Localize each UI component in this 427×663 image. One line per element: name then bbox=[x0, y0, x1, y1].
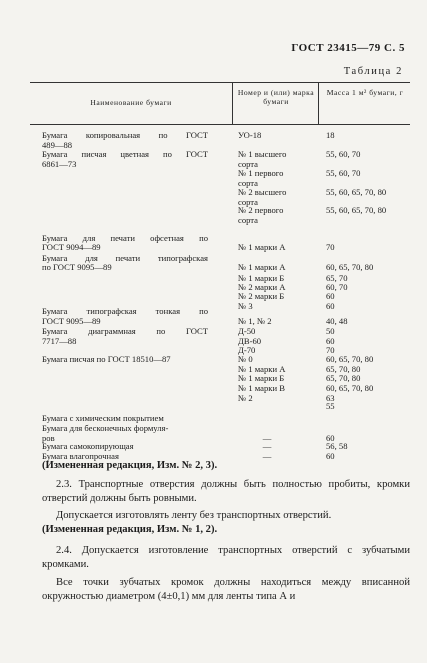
paper-grade-cell: ДВ-60 bbox=[238, 336, 262, 346]
paper-grade-cell: № 1, № 2 bbox=[238, 316, 272, 326]
paper-grade-cell: № 3 bbox=[238, 301, 253, 311]
paper-mass-cell: 56, 58 bbox=[326, 441, 348, 451]
paper-mass-cell: 40, 48 bbox=[326, 316, 348, 326]
paper-grade-cell: УО-18 bbox=[238, 130, 262, 140]
paper-grade-cell: Д-50 bbox=[238, 326, 256, 336]
paper-grade-cell: № 2 первого bbox=[238, 205, 284, 215]
paragraph-tape-option: Допускается изготовлять ленту без транспортных отверстий. bbox=[56, 510, 332, 521]
amendment-note: (Измененная редакция, Изм. № 2, 3). bbox=[42, 460, 218, 471]
paper-mass-cell: 55, 60, 70 bbox=[326, 168, 361, 178]
paper-grade-cell: № 2 высшего bbox=[238, 187, 287, 197]
paper-name-cell: Бумага диаграммная по ГОСТ bbox=[42, 326, 208, 336]
paper-name-cell: Бумага копировальная по ГОСТ bbox=[42, 130, 208, 140]
paragraph-2-4: 2.4. Допускается изготовление транспортных отверстий с зубчатыми кромками. bbox=[42, 545, 410, 571]
paper-grade-cell: № 1 высшего bbox=[238, 149, 287, 159]
paper-grade-cell: сорта bbox=[238, 159, 258, 169]
paper-grade-cell: — bbox=[262, 441, 272, 451]
paragraph-2-3: 2.3. Транспортные отверстия должны быть полностью пробиты, кромки отверстий должны быть ровными. bbox=[42, 479, 410, 505]
paper-grade-cell: Д-70 bbox=[238, 345, 256, 355]
paper-grade-cell: сорта bbox=[238, 215, 258, 225]
paper-mass-cell: 60, 65, 70, 80 bbox=[326, 354, 374, 364]
paper-mass-cell: 60 bbox=[326, 433, 335, 443]
paper-mass-cell: 60, 70 bbox=[326, 282, 348, 292]
paper-mass-cell: 60 bbox=[326, 301, 335, 311]
paper-name-cell: Бумага влагопрочная bbox=[42, 451, 119, 461]
paper-grade-cell: № 1 марки А bbox=[238, 364, 286, 374]
column-divider bbox=[318, 82, 319, 124]
column-divider bbox=[232, 82, 233, 124]
paper-grade-cell: № 1 марки Б bbox=[238, 273, 285, 283]
paper-grade-cell: № 0 bbox=[238, 354, 253, 364]
paper-name-cell: Бумага для печати офсетная по bbox=[42, 233, 208, 243]
column-header-name: Наименование бумаги bbox=[90, 98, 172, 107]
paper-name-cell: Бумага для печати типографская bbox=[42, 253, 208, 263]
paper-mass-cell: 60 bbox=[326, 336, 335, 346]
table-header-rule bbox=[30, 124, 410, 125]
paper-grade-cell: № 1 первого bbox=[238, 168, 284, 178]
paper-mass-cell: 55, 60, 65, 70, 80 bbox=[326, 205, 387, 215]
paper-name-cell: 7717—88 bbox=[42, 336, 77, 346]
paper-grade-cell: сорта bbox=[238, 178, 258, 188]
paper-grade-cell: № 1 марки Б bbox=[238, 373, 285, 383]
paper-name-cell: Бумага типографская тонкая по bbox=[42, 306, 208, 316]
paper-grade-cell: сорта bbox=[238, 197, 258, 207]
paper-grade-cell: — bbox=[262, 433, 272, 443]
page-header: ГОСТ 23415—79 С. 5 bbox=[291, 42, 405, 54]
paper-name-cell: 489—88 bbox=[42, 140, 73, 150]
paper-name-cell: ров bbox=[42, 433, 55, 443]
table-caption: Таблица 2 bbox=[343, 66, 403, 77]
paper-grade-cell: — bbox=[262, 451, 272, 461]
paper-mass-cell: 65, 70 bbox=[326, 273, 348, 283]
paper-grade-cell: № 2 марки Б bbox=[238, 291, 285, 301]
paper-mass-cell: 60 bbox=[326, 291, 335, 301]
paper-mass-cell: 55, 60, 65, 70, 80 bbox=[326, 187, 387, 197]
paper-name-cell: Бумага с химическим покрытием bbox=[42, 413, 164, 423]
paper-grade-cell: № 2 bbox=[238, 393, 253, 403]
paper-mass-cell: 60 bbox=[326, 451, 335, 461]
column-header-mass: Масса 1 м² бумаги, г bbox=[326, 88, 404, 97]
paper-mass-cell: 55, 60, 70 bbox=[326, 149, 361, 159]
table-top-rule bbox=[30, 82, 410, 83]
paper-mass-cell: 50 bbox=[326, 326, 335, 336]
paper-mass-cell: 63 bbox=[326, 393, 335, 403]
column-header-grade: Номер и (или) марка бумаги bbox=[237, 88, 315, 106]
paper-grade-cell: № 2 марки А bbox=[238, 282, 286, 292]
paper-mass-cell: 70 bbox=[326, 242, 335, 252]
paper-name-cell: Бумага писчая цветная по ГОСТ bbox=[42, 149, 208, 159]
paragraph-tooth-edges: Все точки зубчатых кромок должны находиться между вписанной окружностью диаметром (4±0,1) мм для ленты типа А и bbox=[42, 577, 410, 603]
paper-mass-cell: 65, 70, 80 bbox=[326, 364, 361, 374]
paper-mass-cell: 18 bbox=[326, 130, 335, 140]
paper-name-cell: Бумага самокопирующая bbox=[42, 441, 134, 451]
paper-name-cell: 6861—73 bbox=[42, 159, 77, 169]
paper-name-cell: Бумага писчая по ГОСТ 18510—87 bbox=[42, 354, 171, 364]
paper-mass-cell: 60, 65, 70, 80 bbox=[326, 383, 374, 393]
amendment-note: (Измененная редакция, Изм. № 1, 2). bbox=[42, 524, 218, 535]
paper-name-cell: Бумага для бесконечных формуля- bbox=[42, 423, 169, 433]
paper-mass-cell: 60, 65, 70, 80 bbox=[326, 262, 374, 272]
paper-mass-cell: 55 bbox=[326, 401, 335, 411]
paper-name-cell: по ГОСТ 9095—89 bbox=[42, 262, 112, 272]
paper-grade-cell: № 1 марки А bbox=[238, 242, 286, 252]
paper-mass-cell: 65, 70, 80 bbox=[326, 373, 361, 383]
paper-name-cell: ГОСТ 9095—89 bbox=[42, 316, 101, 326]
paper-name-cell: ГОСТ 9094—89 bbox=[42, 242, 101, 252]
paper-mass-cell: 70 bbox=[326, 345, 335, 355]
paper-grade-cell: № 1 марки А bbox=[238, 262, 286, 272]
paper-grade-cell: № 1 марки В bbox=[238, 383, 285, 393]
